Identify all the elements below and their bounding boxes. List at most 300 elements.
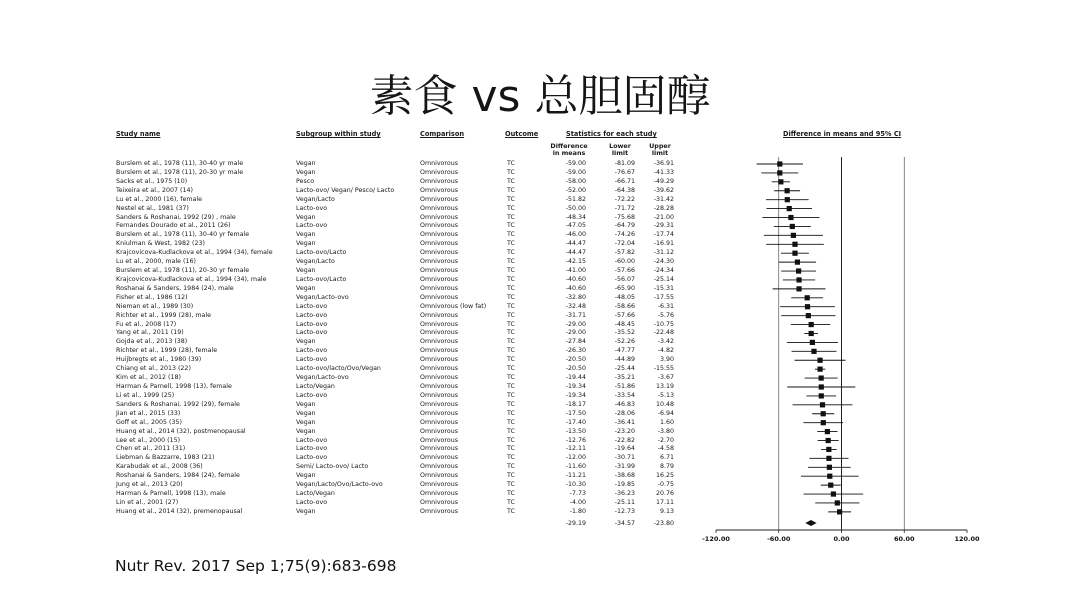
row-comparison: Omnivorous — [420, 374, 458, 382]
row-diff: -1.80 — [569, 507, 586, 515]
row-upper: -5.76 — [657, 311, 674, 319]
point-estimate — [826, 456, 831, 461]
point-estimate — [796, 268, 801, 273]
row-outcome: TC — [507, 356, 515, 364]
row-comparison: Omnivorous — [420, 490, 458, 498]
row-subgroup: Lacto-ovo — [296, 311, 328, 319]
row-upper: -15.55 — [653, 365, 674, 373]
row-diff: -40.60 — [565, 284, 586, 292]
row-comparison: Omnivorous — [420, 454, 458, 462]
row-outcome: TC — [507, 418, 515, 426]
row-comparison: Omnivorous — [420, 445, 458, 453]
row-outcome: TC — [507, 481, 515, 489]
row-subgroup: Lacto-ovo — [296, 436, 328, 444]
row-outcome: TC — [507, 365, 515, 373]
point-estimate — [821, 420, 826, 425]
point-estimate — [819, 384, 824, 389]
row-outcome: TC — [507, 320, 515, 328]
row-upper: 3.90 — [659, 356, 674, 364]
row-subgroup: Vegan — [296, 213, 316, 221]
point-estimate — [795, 260, 800, 265]
row-outcome: TC — [507, 186, 515, 194]
row-comparison: Omnivorous — [420, 195, 458, 203]
row-diff: -10.30 — [565, 481, 586, 489]
summary-upper: -23.80 — [653, 520, 674, 527]
row-subgroup: Vegan — [296, 338, 316, 346]
row-subgroup: Lacto-ovo — [296, 445, 328, 453]
row-study: Krajcovicova-Kudlackova et al., 1994 (34), male — [116, 275, 267, 283]
row-comparison: Omnivorous — [420, 409, 458, 417]
row-outcome: TC — [507, 391, 515, 399]
row-comparison: Omnivorous (low fat) — [420, 302, 487, 310]
row-study: Roshanai & Sanders, 1984 (24), male — [116, 284, 234, 292]
x-tick-label: 120.00 — [954, 535, 980, 543]
row-lower: -72.04 — [614, 240, 635, 248]
row-lower: -48.05 — [614, 293, 635, 301]
row-diff: -58.00 — [565, 177, 586, 185]
row-comparison: Omnivorous — [420, 168, 458, 176]
row-subgroup: Lacto-ovo — [296, 222, 328, 230]
row-lower: -23.20 — [614, 427, 635, 435]
row-diff: -13.50 — [565, 427, 586, 435]
x-tick-label: -60.00 — [767, 535, 791, 543]
row-lower: -44.89 — [614, 356, 635, 364]
row-lower: -81.09 — [614, 160, 635, 167]
point-estimate — [796, 286, 801, 291]
x-tick-label: 0.00 — [833, 535, 850, 543]
row-lower: -65.90 — [614, 284, 635, 292]
row-upper: -3.80 — [657, 427, 674, 435]
row-subgroup: Vegan — [296, 409, 316, 417]
slide-title: 素食 vs 总胆固醇 — [369, 71, 711, 122]
row-diff: -20.50 — [565, 356, 586, 364]
row-diff: -11.60 — [565, 463, 586, 471]
row-study: Sacks et al., 1975 (10) — [116, 177, 188, 185]
row-comparison: Omnivorous — [420, 275, 458, 283]
row-study: Fisher et al., 1986 (12) — [116, 293, 188, 301]
row-lower: -28.06 — [614, 409, 635, 417]
row-study: Burslem et al., 1978 (11), 30-40 yr male — [116, 160, 244, 167]
point-estimate — [837, 509, 842, 514]
row-lower: -25.44 — [614, 365, 635, 373]
point-estimate — [821, 411, 826, 416]
row-study: Huang et al., 2014 (32), postmenopausal — [116, 427, 246, 435]
row-outcome: TC — [507, 267, 515, 275]
row-lower: -76.67 — [614, 168, 635, 176]
point-estimate — [809, 331, 814, 336]
row-study: Lu et al., 2000, male (16) — [116, 258, 196, 266]
row-study: Krajcovicova-Kudlackova et al., 1994 (34), female — [116, 249, 273, 257]
row-lower: -35.21 — [614, 374, 635, 382]
row-study: Sanders & Roshanai, 1992 (29) , male — [116, 213, 236, 221]
row-study: Kniulman & West, 1982 (23) — [116, 240, 205, 248]
row-outcome: TC — [507, 249, 515, 257]
header-comparison: Comparison — [420, 130, 465, 138]
row-diff: -42.15 — [565, 258, 586, 266]
row-lower: -57.66 — [614, 311, 635, 319]
row-lower: -30.71 — [614, 454, 635, 462]
header-difference: Difference in means — [550, 142, 588, 157]
row-lower: -19.64 — [614, 445, 635, 453]
citation: Nutr Rev. 2017 Sep 1;75(9):683-698 — [115, 557, 397, 575]
point-estimate — [805, 304, 810, 309]
row-study: Harman & Parnell, 1998 (13), female — [116, 383, 232, 390]
row-subgroup: Pesco — [296, 177, 315, 185]
row-subgroup: Vegan — [296, 507, 316, 515]
row-diff: -4.00 — [569, 498, 586, 506]
row-outcome: TC — [507, 240, 515, 248]
row-outcome: TC — [507, 195, 515, 203]
row-upper: -49.29 — [653, 177, 674, 185]
row-outcome: TC — [507, 204, 515, 212]
point-estimate — [810, 340, 815, 345]
row-subgroup: Lacto-ovo/Lacto — [296, 249, 347, 257]
row-study: Burslem et al., 1978 (11), 20-30 yr male — [116, 168, 244, 176]
row-outcome: TC — [507, 463, 515, 471]
row-diff: -46.00 — [565, 231, 586, 239]
row-upper: 6.71 — [659, 454, 674, 462]
row-comparison: Omnivorous — [420, 267, 458, 275]
row-comparison: Omnivorous — [420, 356, 458, 364]
row-subgroup: Vegan — [296, 267, 316, 275]
row-subgroup: Vegan — [296, 240, 316, 248]
row-diff: -50.00 — [565, 204, 586, 212]
row-diff: -27.84 — [565, 338, 586, 346]
row-diff: -20.50 — [565, 365, 586, 373]
row-diff: -12.76 — [565, 436, 586, 444]
row-diff: -12.11 — [565, 445, 586, 453]
row-lower: -56.07 — [614, 275, 635, 283]
row-comparison: Omnivorous — [420, 177, 458, 185]
row-outcome: TC — [507, 436, 515, 444]
row-diff: -32.48 — [565, 302, 586, 310]
row-study: Sanders & Roshanai, 1992 (29), female — [116, 400, 240, 408]
point-estimate — [827, 465, 832, 470]
summary-diff: -29.19 — [565, 520, 586, 527]
row-diff: -51.82 — [565, 195, 586, 203]
row-lower: -31.99 — [614, 463, 635, 471]
row-diff: -19.44 — [565, 374, 586, 382]
point-estimate — [785, 197, 790, 202]
row-lower: -52.26 — [614, 338, 635, 346]
row-outcome: TC — [507, 338, 515, 346]
row-study: Huang et al., 2014 (32), premenopausal — [116, 507, 243, 515]
row-upper: -2.70 — [657, 436, 674, 444]
point-estimate — [796, 277, 801, 282]
row-subgroup: Vegan — [296, 160, 316, 167]
row-subgroup: Vegan/Lacto-ovo — [296, 374, 349, 382]
point-estimate — [787, 206, 792, 211]
row-subgroup: Lacto-ovo/lacto/Ovo/Vegan — [296, 365, 381, 373]
row-outcome: TC — [507, 160, 515, 167]
header-statistics: Statistics for each study — [566, 130, 657, 138]
row-study: Jung et al., 2013 (20) — [116, 481, 183, 489]
row-study: Richter et al., 1999 (28), female — [116, 347, 218, 355]
row-upper: 20.76 — [655, 490, 674, 498]
point-estimate — [777, 161, 782, 166]
row-outcome: TC — [507, 231, 515, 239]
row-lower: -66.71 — [614, 177, 635, 185]
row-outcome: TC — [507, 329, 515, 337]
row-study: Fu et al., 2008 (17) — [116, 320, 177, 328]
row-outcome: TC — [507, 284, 515, 292]
row-comparison: Omnivorous — [420, 463, 458, 471]
row-diff: -52.00 — [565, 186, 586, 194]
point-estimate — [792, 242, 797, 247]
row-study: Teixeira et al., 2007 (14) — [116, 186, 193, 194]
row-outcome: TC — [507, 427, 515, 435]
row-diff: -17.40 — [565, 418, 586, 426]
row-study: Richter et al., 1999 (28), male — [116, 311, 212, 319]
row-comparison: Omnivorous — [420, 383, 458, 390]
row-comparison: Omnivorous — [420, 186, 458, 194]
row-subgroup: Lacto-ovo — [296, 329, 328, 337]
row-lower: -71.72 — [614, 204, 635, 212]
row-comparison: Omnivorous — [420, 320, 458, 328]
point-estimate — [809, 322, 814, 327]
point-estimate — [831, 491, 836, 496]
row-subgroup: Semi/ Lacto-ovo/ Lacto — [296, 463, 369, 471]
row-lower: -57.66 — [614, 267, 635, 275]
point-estimate — [788, 215, 793, 220]
row-lower: -38.68 — [614, 472, 635, 480]
row-upper: 17.11 — [655, 498, 674, 506]
row-diff: -11.21 — [565, 472, 586, 480]
row-lower: -64.38 — [614, 186, 635, 194]
row-upper: 1.60 — [659, 418, 674, 426]
row-comparison: Omnivorous — [420, 213, 458, 221]
row-upper: 13.19 — [655, 383, 674, 390]
row-lower: -48.45 — [614, 320, 635, 328]
row-outcome: TC — [507, 222, 515, 230]
row-subgroup: Lacto-ovo — [296, 204, 328, 212]
row-lower: -35.52 — [614, 329, 635, 337]
point-estimate — [826, 438, 831, 443]
row-upper: 9.13 — [659, 507, 674, 515]
row-outcome: TC — [507, 258, 515, 266]
row-study: Nieman et al., 1989 (30) — [116, 302, 194, 310]
row-subgroup: Vegan/Lacto — [296, 258, 335, 266]
row-study: Lee et al., 2000 (15) — [116, 436, 181, 444]
row-diff: -44.47 — [565, 240, 586, 248]
row-lower: -64.79 — [614, 222, 635, 230]
row-upper: -41.33 — [653, 168, 674, 176]
point-estimate — [791, 233, 796, 238]
point-estimate — [827, 474, 832, 479]
row-subgroup: Vegan/Lacto — [296, 195, 335, 203]
row-study: Chiang et al., 2013 (22) — [116, 365, 191, 373]
row-diff: -32.80 — [565, 293, 586, 301]
point-estimate — [811, 349, 816, 354]
row-subgroup: Lacto-ovo — [296, 302, 328, 310]
row-comparison: Omnivorous — [420, 311, 458, 319]
row-subgroup: Lacto-ovo — [296, 498, 328, 506]
row-study: Burslem et al., 1978 (11), 20-30 yr female — [116, 267, 250, 275]
row-subgroup: Lacto-ovo/ Vegan/ Pesco/ Lacto — [296, 186, 395, 194]
row-upper: -24.30 — [653, 258, 674, 266]
row-subgroup: Lacto-ovo/Lacto — [296, 275, 347, 283]
row-outcome: TC — [507, 293, 515, 301]
row-outcome: TC — [507, 311, 515, 319]
row-study: Nestel et al., 1981 (37) — [116, 204, 189, 212]
row-outcome: TC — [507, 409, 515, 417]
row-comparison: Omnivorous — [420, 204, 458, 212]
row-study: Huijbregts et al., 1980 (39) — [116, 356, 202, 364]
row-subgroup: Vegan — [296, 427, 316, 435]
row-lower: -36.23 — [614, 490, 635, 498]
row-upper: -3.42 — [657, 338, 674, 346]
row-study: Liebman & Bazzarre, 1983 (21) — [116, 454, 215, 462]
row-diff: -19.34 — [565, 391, 586, 399]
row-outcome: TC — [507, 472, 515, 480]
row-upper: -22.48 — [653, 329, 674, 337]
header-outcome: Outcome — [505, 130, 539, 138]
row-comparison: Omnivorous — [420, 498, 458, 506]
row-upper: -3.67 — [657, 374, 674, 382]
row-diff: -47.05 — [565, 222, 586, 230]
row-lower: -47.77 — [614, 347, 635, 355]
row-upper: -15.31 — [653, 284, 674, 292]
row-diff: -19.34 — [565, 383, 586, 390]
row-subgroup: Vegan — [296, 284, 316, 292]
row-comparison: Omnivorous — [420, 472, 458, 480]
point-estimate — [826, 447, 831, 452]
row-outcome: TC — [507, 302, 515, 310]
row-diff: -26.30 — [565, 347, 586, 355]
row-upper: 10.48 — [655, 400, 674, 408]
row-upper: 8.79 — [659, 463, 674, 471]
row-outcome: TC — [507, 507, 515, 515]
point-estimate — [820, 402, 825, 407]
row-lower: -12.73 — [614, 507, 635, 515]
row-lower: -60.00 — [614, 258, 635, 266]
row-diff: -7.73 — [569, 490, 586, 498]
row-comparison: Omnivorous — [420, 329, 458, 337]
row-outcome: TC — [507, 374, 515, 382]
point-estimate — [817, 358, 822, 363]
row-comparison: Omnivorous — [420, 418, 458, 426]
row-study: Gojda et al., 2013 (38) — [116, 338, 188, 346]
row-lower: -57.82 — [614, 249, 635, 257]
row-outcome: TC — [507, 400, 515, 408]
row-comparison: Omnivorous — [420, 391, 458, 399]
row-subgroup: Vegan — [296, 472, 316, 480]
row-outcome: TC — [507, 454, 515, 462]
row-subgroup: Lacto-ovo — [296, 356, 328, 364]
x-tick-label: 60.00 — [893, 535, 915, 543]
row-study: Jian et al., 2015 (33) — [116, 409, 181, 417]
row-diff: -40.60 — [565, 275, 586, 283]
summary-lower: -34.57 — [614, 520, 635, 527]
row-upper: -6.31 — [657, 302, 674, 310]
point-estimate — [790, 224, 795, 229]
point-estimate — [819, 375, 824, 380]
row-subgroup: Vegan — [296, 231, 316, 239]
row-comparison: Omnivorous — [420, 400, 458, 408]
row-comparison: Omnivorous — [420, 427, 458, 435]
row-upper: -31.42 — [653, 195, 674, 203]
row-lower: -46.83 — [614, 400, 635, 408]
row-study: Lin et al., 2001 (27) — [116, 498, 179, 506]
row-study: Roshanai & Sanders, 1984 (24), female — [116, 472, 240, 480]
row-outcome: TC — [507, 177, 515, 185]
row-outcome: TC — [507, 490, 515, 498]
row-diff: -41.00 — [565, 267, 586, 275]
row-comparison: Omnivorous — [420, 507, 458, 515]
row-upper: -31.12 — [653, 249, 674, 257]
row-outcome: TC — [507, 168, 515, 176]
row-comparison: Omnivorous — [420, 338, 458, 346]
row-comparison: Omnivorous — [420, 231, 458, 239]
row-lower: -25.11 — [614, 498, 635, 506]
row-study: Lu et al., 2000 (16), female — [116, 195, 203, 203]
row-diff: -18.17 — [565, 400, 586, 408]
row-diff: -59.00 — [565, 160, 586, 167]
point-estimate — [778, 179, 783, 184]
point-estimate — [819, 393, 824, 398]
row-comparison: Omnivorous — [420, 160, 458, 167]
row-comparison: Omnivorous — [420, 284, 458, 292]
row-upper: -6.94 — [657, 409, 674, 417]
row-lower: -33.54 — [614, 391, 635, 399]
row-comparison: Omnivorous — [420, 249, 458, 257]
row-subgroup: Vegan/Lacto/Ovo/Lacto-ovo — [296, 481, 383, 489]
row-study: Harman & Parnell, 1998 (13), male — [116, 490, 226, 498]
row-lower: -36.41 — [614, 418, 635, 426]
row-comparison: Omnivorous — [420, 365, 458, 373]
row-upper: -4.58 — [657, 445, 674, 453]
row-comparison: Omnivorous — [420, 436, 458, 444]
point-estimate — [817, 367, 822, 372]
row-upper: -17.74 — [653, 231, 674, 239]
row-diff: -17.50 — [565, 409, 586, 417]
row-lower: -22.82 — [614, 436, 635, 444]
row-outcome: TC — [507, 213, 515, 221]
row-comparison: Omnivorous — [420, 240, 458, 248]
point-estimate — [785, 188, 790, 193]
summary-diamond — [805, 520, 816, 526]
row-outcome: TC — [507, 275, 515, 283]
row-upper: -17.55 — [653, 293, 674, 301]
header-subgroup: Subgroup within study — [296, 130, 381, 138]
row-upper: -28.28 — [653, 204, 674, 212]
point-estimate — [805, 295, 810, 300]
row-upper: -39.62 — [653, 186, 674, 194]
row-upper: 16.25 — [655, 472, 674, 480]
row-diff: -29.00 — [565, 320, 586, 328]
point-estimate — [777, 170, 782, 175]
row-study: Yang et al., 2011 (19) — [116, 329, 184, 337]
row-upper: -4.82 — [657, 347, 674, 355]
row-upper: -5.13 — [657, 391, 674, 399]
row-diff: -29.00 — [565, 329, 586, 337]
row-lower: -51.86 — [614, 383, 635, 390]
row-subgroup: Lacto/Vegan — [296, 490, 335, 498]
point-estimate — [828, 483, 833, 488]
row-upper: -25.14 — [653, 275, 674, 283]
header-lower-limit: Lower limit — [609, 142, 631, 157]
row-subgroup: Vegan/Lacto-ovo — [296, 293, 349, 301]
row-upper: -24.34 — [653, 267, 674, 275]
header-upper-limit: Upper limit — [649, 142, 671, 157]
row-upper: -21.00 — [653, 213, 674, 221]
row-study: Goff et al., 2005 (35) — [116, 418, 182, 426]
row-study: Li et al., 1999 (25) — [116, 391, 175, 399]
row-upper: -29.31 — [653, 222, 674, 230]
row-lower: -74.26 — [614, 231, 635, 239]
row-subgroup: Lacto-ovo — [296, 454, 328, 462]
row-study: Kim et al., 2012 (18) — [116, 374, 181, 382]
